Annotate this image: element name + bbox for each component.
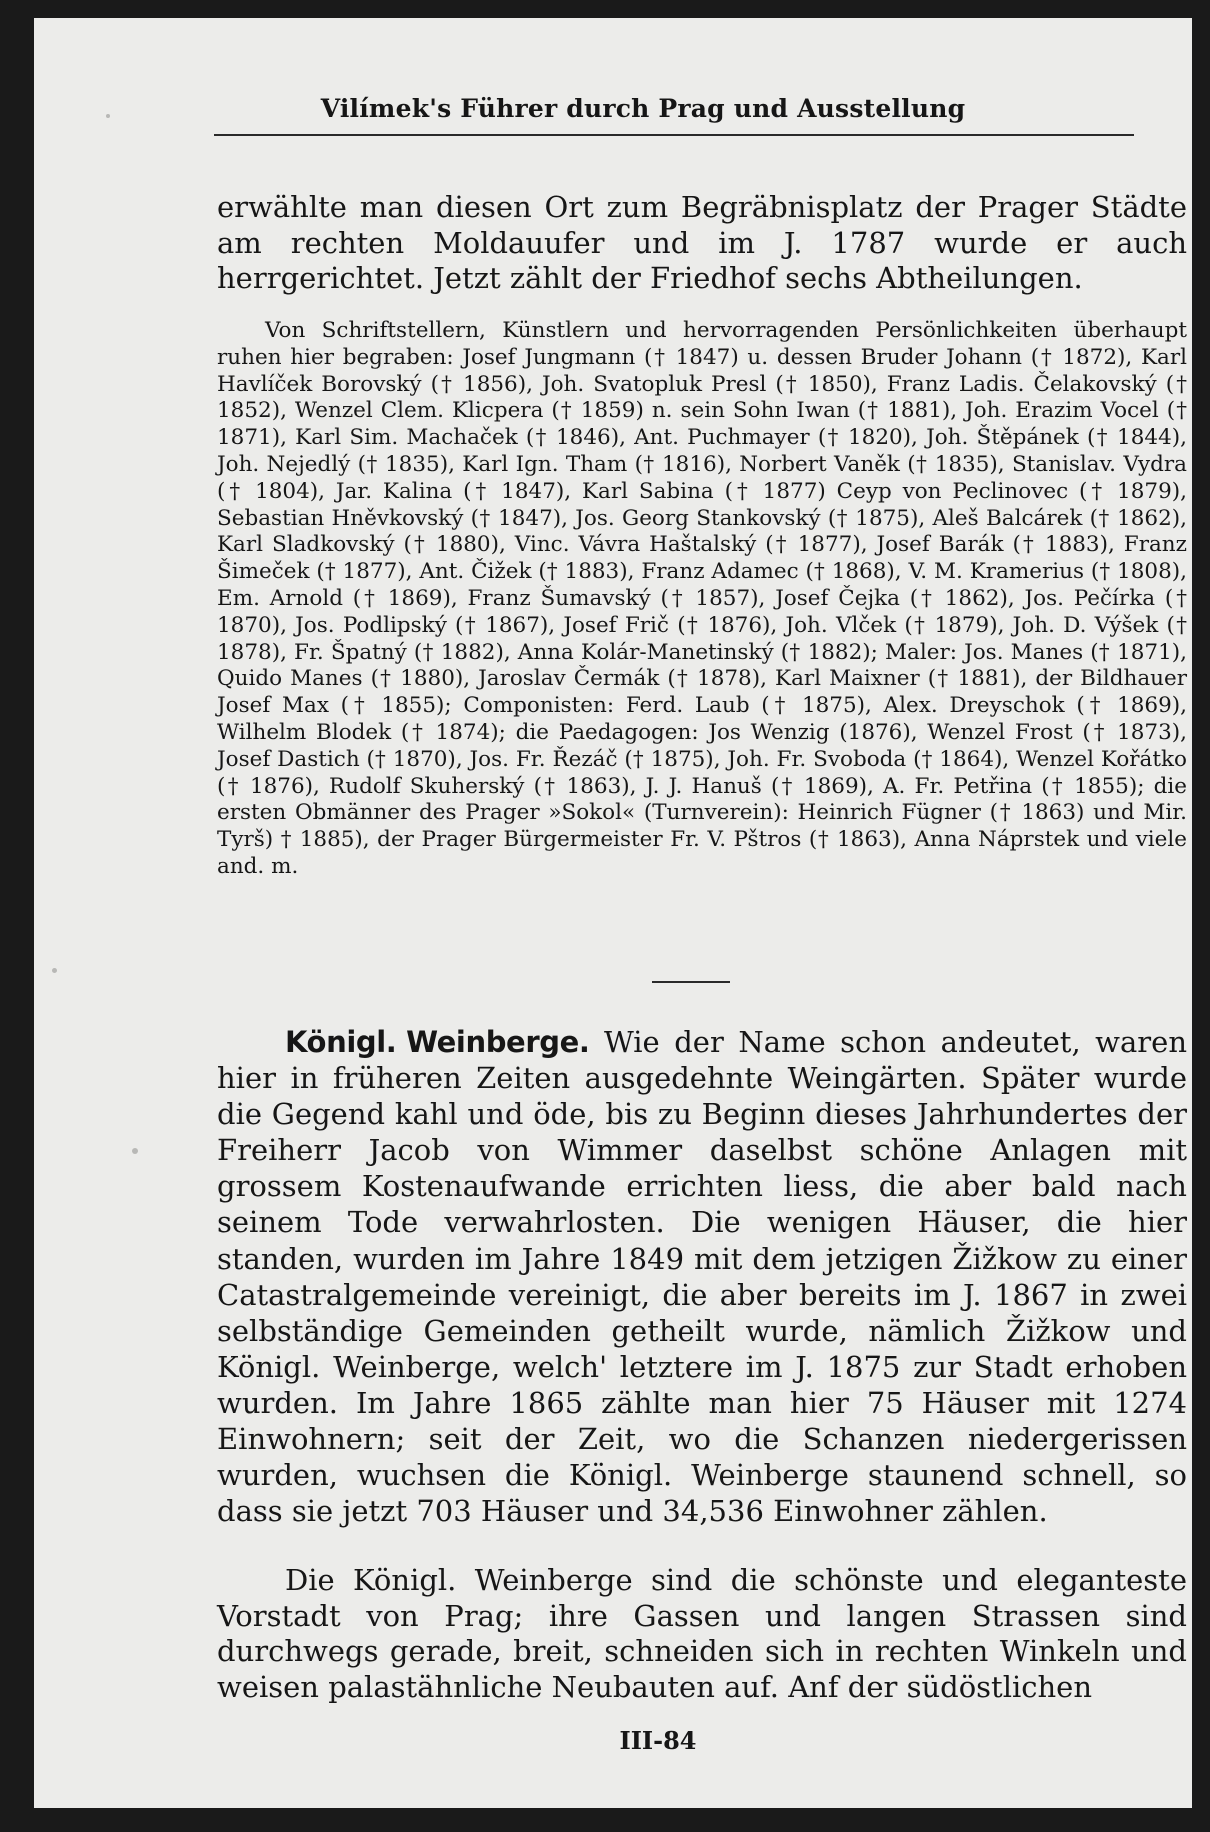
paragraph-text: Von Schriftstellern, Künstlern und hervorragenden Persönlichkeiten überhaupt ruhen hier begraben: Josef Jungmann († 1847) u. dessen Bruder Johann († 1872), Karl Havlíček Borovský († 1856), Joh. Svatopluk Presl († 1850), Franz Ladis. Čelakovský († 1852), Wenzel Clem. Klicpera († 1859) n. sein Sohn Iwan († 1881), Joh. Erazim Vocel († 1871), Karl Sim. Machaček († 1846), Ant. Puchmayer († 1820), Joh. Štěpánek († 1844), Joh. Nejedlý († 1835), Karl Ign. Tham († 1816), Norbert Vaněk († 1835), Stanislav. Vydra († 1804), Jar. Kalina († 1847), Karl Sabina († 1877) Ceyp von Peclinovec († 1879), Sebastian Hněvkovský († 1847), Jos. Georg Stankovský († 1875), Aleš Balcárek († 1862), Karl Sladkovský († 1880), Vinc. Vávra Haštalský († 1877), Josef Barák († 1883), Franz Šimeček († 1877), Ant. Čižek († 1883), Franz Adamec († 1868), V. M. Kramerius († 1808), Em. Arnold († 1869), Franz Šumavský († 1857), Josef Čejka († 1862), Jos. Pečírka († 1870), Jos. Podlipský († 1867), Josef Frič († 1876), Joh. Vlček († 1879), Joh. D. Výšek († 1878), Fr. Špatný († 1882), Anna Kolár-Manetinský († 1882); Maler: Jos. Manes († 1871), Quido Manes († 1880), Jaroslav Čermák († 1878), Karl Maixner († 1881), der Bildhauer Josef Max († 1855); Componisten: Ferd. Laub († 1875), Alex. Dreyschok († 1869), Wilhelm Blodek († 1874); die Paedagogen: Jos Wenzig (1876), Wenzel Frost († 1873), Josef Dastich († 1870), Jos. Fr. Řezáč († 1875), Joh. Fr. Svoboda († 1864), Wenzel Kořátko († 1876), Rudolf Skuherský († 1863), J. J. Hanuš († 1869), A. Fr. Petřina († 1855); die ersten Obmänner des Prager »Sokol« (Turnverein): Heinrich Fügner († 1863) und Mir. Tyrš) † 1885), der Prager Bürgermeister Fr. V. Pštros († 1863), Anna Náprstek und viele and. m. (217, 318, 1187, 879)
section-heading: Königl. Weinberge. (285, 1025, 590, 1059)
section-separator (652, 981, 730, 983)
paragraph-cemetery-intro: erwählte man diesen Ort zum Begräbnisplatz der Prager Städte am rechten Moldauufer und im J. 1787 wurde er auch herrgerichtet. Jetzt zählt der Friedhof sechs Abtheilungen. (217, 190, 1187, 295)
paragraph-text: Wie der Name schon andeutet, waren hier in früheren Zeiten ausgedehnte Weingärten. Später wurde die Gegend kahl und öde, bis zu Beginn dieses Jahrhundertes der Freiherr Jacob von Wimmer daselbst schöne Anlagen mit grossem Kostenaufwande errichten liess, die aber bald nach seinem Tode verwahrlosten. Die wenigen Häuser, die hier standen, wurden im Jahre 1849 mit dem jetzigen Žižkow zu einer Catastralgemeinde vereinigt, die aber bereits im J. 1867 in zwei selbständige Gemeinden getheilt wurde, nämlich Žižkow und Königl. Weinberge, welch' letztere im J. 1875 zur Stadt erhoben wurden. Im Jahre 1865 zählte man hier 75 Häuser mit 1274 Einwohnern; seit der Zeit, wo die Schanzen niedergerissen wurden, wuchsen die Königl. Weinberge staunend schnell, so dass sie jetzt 703 Häuser und 34,536 Einwohner zählen. (217, 1025, 1187, 1529)
paragraph-weinberge-streets (217, 1563, 1187, 1705)
page-number: III-84 (619, 1726, 697, 1755)
paragraph-weinberge-history (217, 1024, 1187, 1529)
book-page (34, 18, 1192, 1808)
print-speck (52, 968, 57, 973)
running-title: Vilímek's Führer durch Prag und Ausstellung (320, 94, 966, 123)
paragraph-text: Die Königl. Weinberge sind die schönste und eleganteste Vorstadt von Prag; ihre Gassen und langen Strassen sind durchwegs gerade, breit, schneiden sich in rechten Winkeln und weisen palastähnliche Neubauten auf. Anf der südöstlichen (217, 1563, 1187, 1704)
print-speck (132, 1148, 138, 1154)
paragraph-buried-notables (217, 318, 1187, 881)
header-rule (214, 134, 1134, 136)
